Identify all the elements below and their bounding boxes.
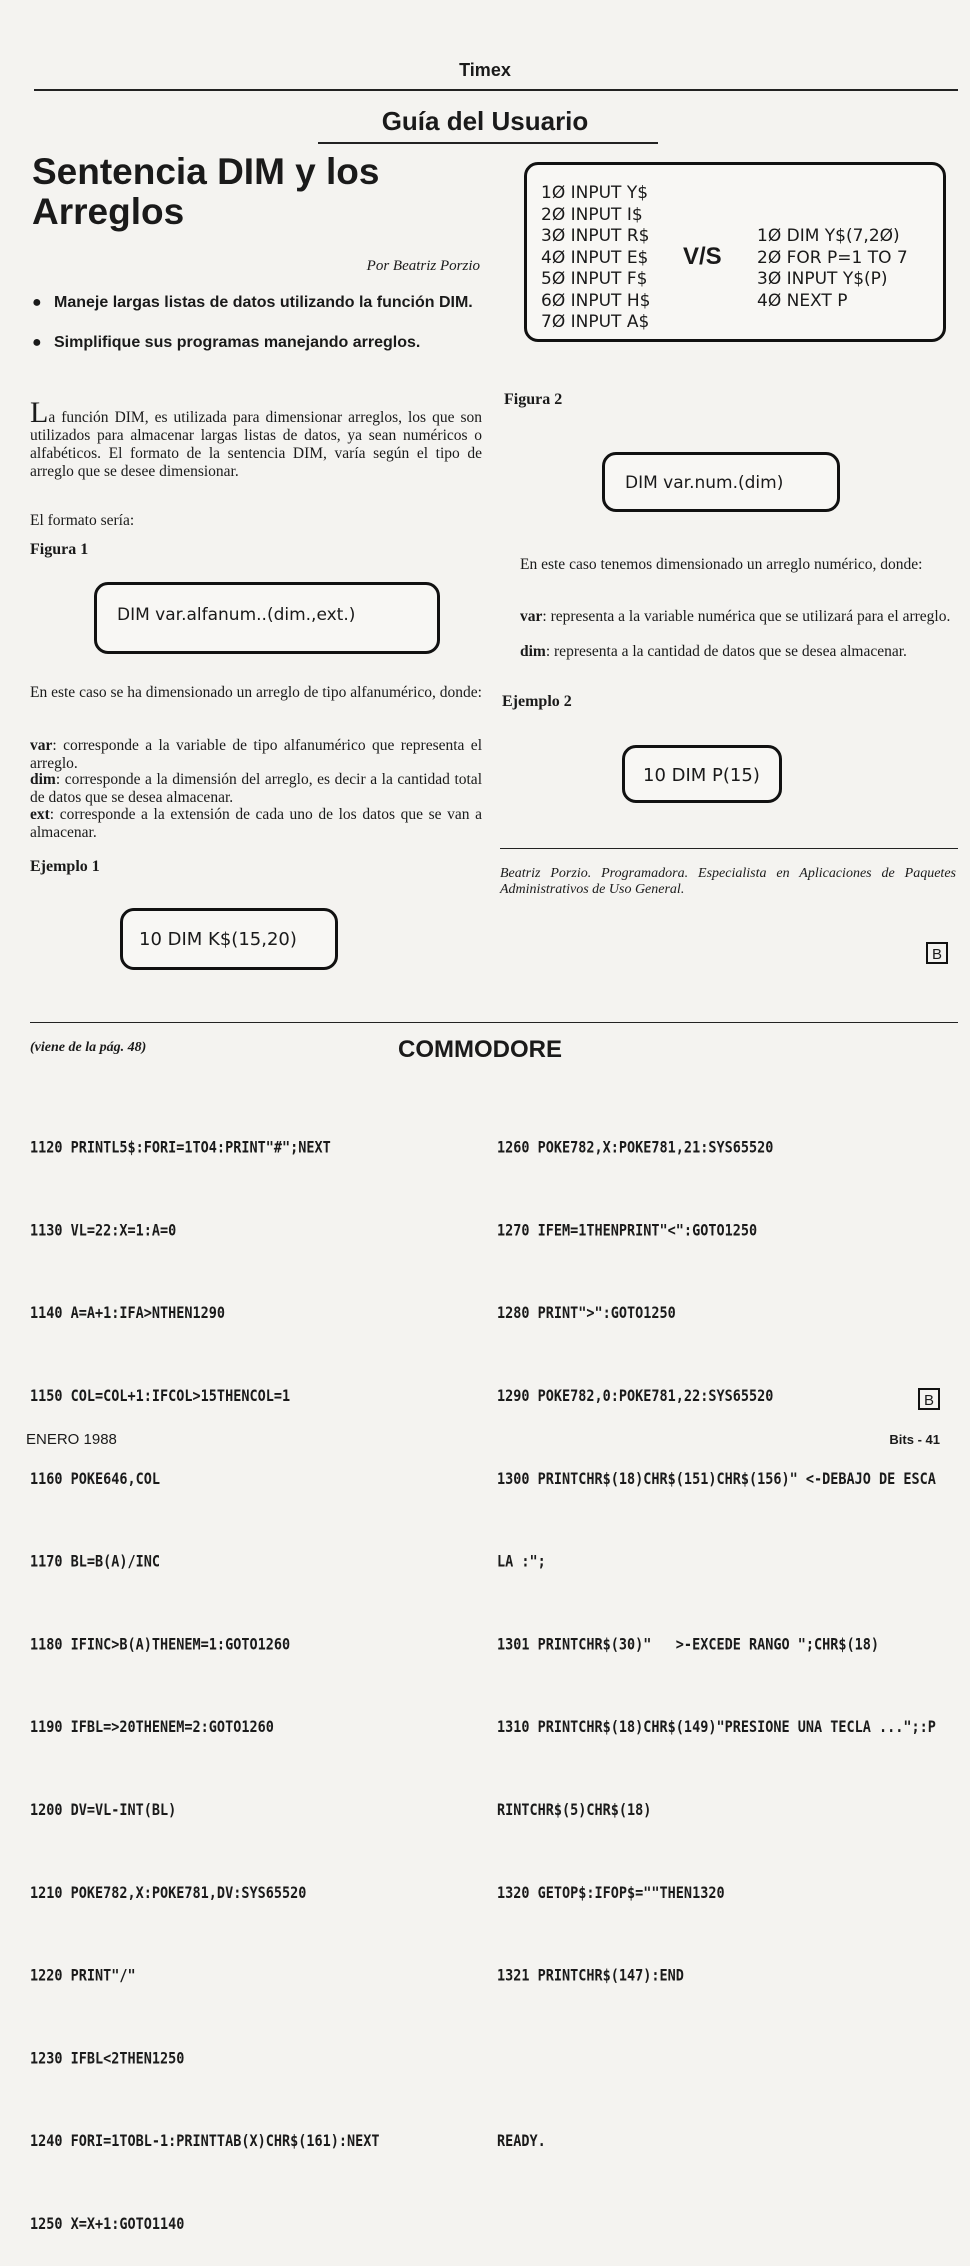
figura2-code: DIM var.num.(dim)	[625, 473, 784, 493]
figura1-box	[94, 582, 440, 654]
num-intro	[502, 556, 958, 574]
def-text: : corresponde a la extensión de cada uno de los datos que se van a almacenar.	[30, 806, 482, 841]
code-line: 1130 VL=22:X=1:A=0	[30, 1221, 177, 1240]
code-line: 1190 IFBL=>20THENEM=2:GOTO1260	[30, 1718, 274, 1737]
code-line: READY.	[497, 2132, 546, 2151]
author-rule	[500, 848, 958, 849]
commodore-end-mark: B	[918, 1388, 940, 1410]
code-line: 1160 POKE646,COL	[30, 1470, 161, 1489]
code-line	[497, 2045, 936, 2073]
code-line: 1140 A=A+1:IFA>NTHEN1290	[30, 1304, 226, 1323]
compare-left-line: 5Ø INPUT F$	[541, 269, 648, 289]
section-divider	[30, 1022, 958, 1023]
code-line: 1170 BL=B(A)/INC	[30, 1552, 161, 1572]
alfanum-def-ext	[30, 806, 482, 842]
compare-vs: V/S	[683, 243, 722, 270]
article-title	[32, 152, 380, 232]
alfanum-def-dim	[30, 771, 482, 807]
code-line: 1250 X=X+1:GOTO1140	[30, 2215, 185, 2234]
num-intro-text: En este caso tenemos dimensionado un arreglo numérico, donde:	[520, 556, 923, 573]
ejemplo2-box	[622, 745, 782, 803]
code-line: 1150 COL=COL+1:IFCOL>15THENCOL=1	[30, 1387, 291, 1406]
section-rule	[318, 142, 658, 144]
article-title-line1: Sentencia DIM y los	[32, 151, 380, 192]
section-title: Guía del Usuario	[381, 106, 589, 136]
bullet-dot: ●	[32, 334, 42, 351]
def-term: dim	[520, 643, 546, 660]
code-line: 1230 IFBL<2THEN1250	[30, 2049, 185, 2068]
byline: Por Beatriz Porzio	[366, 258, 480, 274]
code-line: 1321 PRINTCHR$(147):END	[497, 1966, 684, 1986]
def-term: var	[30, 737, 53, 754]
code-line: 1240 FORI=1TOBL-1:PRINTTAB(X)CHR$(161):NEXT	[30, 2132, 380, 2151]
compare-right-line: 3Ø INPUT Y$(P)	[757, 269, 888, 289]
code-line: 1200 DV=VL-INT(BL)	[30, 1801, 177, 1820]
bullet-dot: ●	[32, 294, 42, 311]
def-text: : corresponde a la variable de tipo alfanumérico que representa el arreglo.	[30, 737, 482, 772]
code-line: LA :";	[497, 1552, 546, 1572]
compare-right-line: 4Ø NEXT P	[757, 290, 848, 311]
figura2-box	[602, 452, 840, 512]
intro-paragraph	[30, 396, 482, 481]
code-left	[30, 1079, 380, 2266]
code-line: 1320 GETOP$:IFOP$=""THEN1320	[497, 1884, 725, 1903]
compare-box	[524, 162, 946, 342]
figura1-label: Figura 1	[30, 541, 89, 558]
def-text: : representa a la cantidad de datos que se desea almacenar.	[545, 643, 907, 660]
bullet-text: Maneje largas listas de datos utilizando la función DIM.	[54, 294, 473, 311]
commodore-title: COMMODORE	[398, 1036, 562, 1063]
code-line: 1220 PRINT"/"	[30, 1966, 136, 1986]
ejemplo2-label: Ejemplo 2	[502, 693, 572, 710]
author-note: Beatriz Porzio. Programadora. Especialista en Aplicaciones de Paquetes Administrativos de Uso General.	[500, 866, 956, 897]
code-line: RINTCHR$(5)CHR$(18)	[497, 1801, 652, 1820]
compare-left-list	[541, 183, 650, 334]
code-line: 1290 POKE782,0:POKE781,22:SYS65520	[497, 1387, 774, 1406]
figura2-label: Figura 2	[504, 391, 563, 408]
code-line: 1270 IFEM=1THENPRINT"<":GOTO1250	[497, 1221, 758, 1240]
code-line: 1210 POKE782,X:POKE781,DV:SYS65520	[30, 1884, 307, 1903]
code-right	[497, 1079, 936, 2183]
code-line: 1280 PRINT">":GOTO1250	[497, 1304, 676, 1323]
num-def-var	[502, 608, 958, 626]
figura1-code: DIM var.alfanum..(dim.,ext.)	[117, 605, 356, 625]
end-mark: B	[926, 942, 948, 964]
code-line: 1301 PRINTCHR$(30)" >-EXCEDE RANGO ";CHR$(18)	[497, 1635, 880, 1654]
alfanum-intro: En este caso se ha dimensionado un arreglo de tipo alfanumérico, donde:	[30, 684, 482, 701]
def-term: var	[520, 608, 543, 625]
compare-right-list	[757, 226, 908, 312]
code-line: 1260 POKE782,X:POKE781,21:SYS65520	[497, 1138, 774, 1158]
alfanum-def-var	[30, 737, 482, 773]
footer-date: ENERO 1988	[26, 1431, 117, 1448]
code-line: 1310 PRINTCHR$(18)CHR$(149)"PRESIONE UNA TECLA ...";:P	[497, 1718, 936, 1737]
num-def-dim	[502, 643, 958, 661]
header-brand: Timex	[459, 60, 511, 80]
compare-right-line: 1Ø DIM Y$(7,2Ø)	[757, 226, 900, 246]
compare-left-line: 7Ø INPUT A$	[541, 312, 650, 332]
def-term: dim	[30, 771, 56, 788]
ejemplo1-code: 10 DIM K$(15,20)	[139, 929, 297, 950]
code-line: 1300 PRINTCHR$(18)CHR$(151)CHR$(156)" <-DEBAJO DE ESCA	[497, 1470, 936, 1489]
ejemplo1-box	[120, 908, 338, 970]
drop-cap: L	[30, 396, 49, 429]
def-term: ext	[30, 806, 50, 823]
ejemplo1-label: Ejemplo 1	[30, 858, 100, 875]
compare-left-line: 1Ø INPUT Y$	[541, 183, 649, 203]
def-text: : representa a la variable numérica que se utilizará para el arreglo.	[542, 608, 951, 625]
compare-left-line: 3Ø INPUT R$	[541, 226, 650, 246]
bullet-2	[32, 333, 482, 353]
compare-left-line: 4Ø INPUT E$	[541, 247, 649, 268]
compare-left-line: 2Ø INPUT I$	[541, 204, 643, 225]
compare-right-line: 2Ø FOR P=1 TO 7	[757, 247, 908, 268]
footer-page: Bits - 41	[889, 1432, 940, 1447]
article-title-line2: Arreglos	[32, 191, 185, 232]
format-line: El formato sería:	[30, 512, 135, 529]
continued-note: (viene de la pág. 48)	[30, 1040, 147, 1055]
bullet-1	[32, 293, 482, 313]
def-text: : corresponde a la dimensión del arreglo, es decir a la cantidad total de datos que se desea almacenar.	[30, 771, 482, 806]
code-line: 1180 IFINC>B(A)THENEM=1:GOTO1260	[30, 1635, 291, 1654]
code-line: 1120 PRINTL5$:FORI=1TO4:PRINT"#";NEXT	[30, 1138, 331, 1158]
ejemplo2-code: 10 DIM P(15)	[643, 765, 760, 786]
compare-left-line: 6Ø INPUT H$	[541, 290, 651, 311]
header-rule	[34, 89, 958, 91]
intro-text: a función DIM, es utilizada para dimensionar arreglos, los que son utilizados para almacenar largas listas de datos, ya sean numéricos o alfabéticos. El formato de la sentencia DIM, varía según el tipo de arreglo que se desee dimensionar.	[30, 409, 482, 480]
bullet-text: Simplifique sus programas manejando arreglos.	[54, 334, 421, 351]
